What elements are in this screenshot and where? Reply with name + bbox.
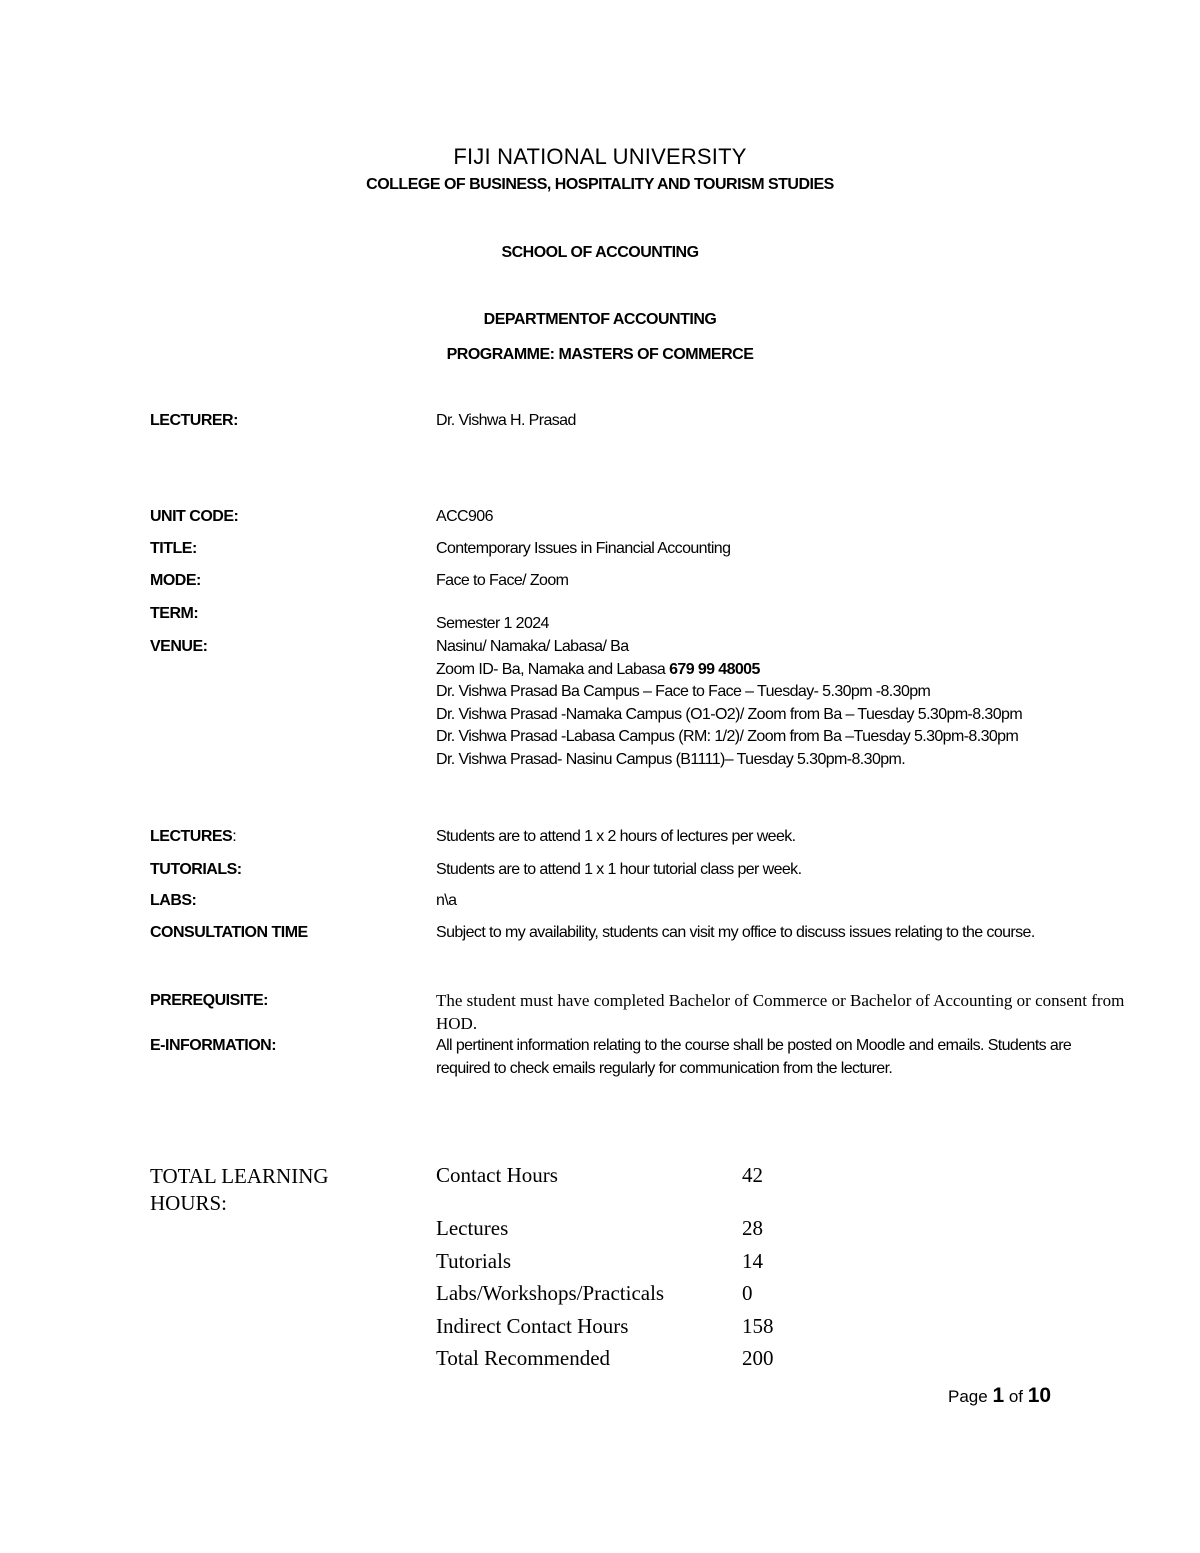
learning-hours-row-name: Contact Hours [436,1163,558,1187]
einformation-label: E-INFORMATION: [150,1037,277,1054]
mode-label: MODE: [150,572,201,589]
learning-hours-row-tutorials [436,1249,763,1274]
mode-value: Face to Face/ Zoom [436,572,569,589]
learning-hours-row-value: 200 [742,1346,774,1370]
prerequisite-label: PREREQUISITE: [150,992,268,1009]
lectures-label-colon: : [232,828,237,845]
venue-nasinu: Dr. Vishwa Prasad- Nasinu Campus (B1111)– Tuesday 5.30pm-8.30pm. [436,750,906,768]
lectures-value: Students are to attend 1 x 2 hours of lectures per week. [436,828,796,845]
venue-label: VENUE: [150,638,208,655]
term-label: TERM: [150,605,199,622]
unit-code-value: ACC906 [436,508,493,525]
venue-zoom [436,659,1022,682]
page-total: 10 [1027,1384,1052,1407]
college-name: COLLEGE OF BUSINESS, HOSPITALITY AND TOURISM STUDIES [366,176,834,193]
venue-zoom-prefix: Zoom ID- Ba, Namaka and Labasa [436,660,670,678]
learning-hours-row-name: Lectures [436,1216,509,1240]
learning-hours-row-name: Indirect Contact Hours [436,1314,629,1338]
lectures-label [150,828,236,846]
page-word: Page [948,1387,993,1406]
title-value: Contemporary Issues in Financial Accounting [436,540,731,557]
learning-hours-row-value: 42 [742,1163,763,1187]
term-value: Semester 1 2024 [436,615,549,632]
learning-hours-row-indirect [436,1314,774,1339]
venue-ba: Dr. Vishwa Prasad Ba Campus – Face to Face – Tuesday- 5.30pm -8.30pm [436,683,931,700]
unit-code-label: UNIT CODE: [150,508,239,525]
lecturer-label: LECTURER: [150,412,238,429]
tutorials-value: Students are to attend 1 x 1 hour tutorial class per week. [436,861,802,878]
learning-hours-row-name: Total Recommended [436,1346,611,1370]
learning-hours-row-value: 14 [742,1249,763,1273]
einformation-value: All pertinent information relating to the course shall be posted on Moodle and emails. Students are required to check emails regularly for communication from the lecturer. [436,1037,1072,1077]
learning-hours-row-name: Labs/Workshops/Practicals [436,1281,665,1305]
page-number [948,1384,1051,1408]
tutorials-label: TUTORIALS: [150,861,242,878]
university-name: FIJI NATIONAL UNIVERSITY [453,144,747,169]
venue-namaka: Dr. Vishwa Prasad -Namaka Campus (O1-O2)/ Zoom from Ba – Tuesday 5.30pm-8.30pm [436,705,1023,723]
school-name: SCHOOL OF ACCOUNTING [501,244,699,261]
labs-label: LABS: [150,892,197,909]
department-name: DEPARTMENTOF ACCOUNTING [483,311,717,328]
learning-hours-row-contact [436,1163,763,1188]
lecturer-value: Dr. Vishwa H. Prasad [436,412,576,429]
programme-name: PROGRAMME: MASTERS OF COMMERCE [446,346,754,363]
labs-value: n\a [436,892,457,909]
consultation-value: Subject to my availability, students can visit my office to discuss issues relating to the course. [436,924,1035,941]
venue-zoom-id: 679 99 48005 [669,660,760,678]
learning-hours-label: TOTAL LEARNING HOURS: [150,1164,329,1215]
page-current: 1 [992,1384,1005,1407]
learning-hours-row-value: 158 [742,1314,774,1338]
venue-campuses: Nasinu/ Namaka/ Labasa/ Ba [436,638,629,655]
learning-hours-row-total [436,1346,774,1371]
venue-value [436,636,1022,771]
learning-hours-row-value: 28 [742,1216,763,1240]
learning-hours-row-labs [436,1281,753,1306]
venue-labasa: Dr. Vishwa Prasad -Labasa Campus (RM: 1/2)/ Zoom from Ba –Tuesday 5.30pm-8.30pm [436,728,1019,745]
learning-hours-row-lectures [436,1216,763,1241]
consultation-label: CONSULTATION TIME [150,924,308,941]
learning-hours-row-name: Tutorials [436,1249,512,1273]
lectures-label-text: LECTURES [150,828,233,845]
prerequisite-value: The student must have completed Bachelor of Commerce or Bachelor of Accounting or consent from HOD. [436,991,1125,1033]
page-of-word: of [1004,1387,1028,1406]
title-label: TITLE: [150,540,197,557]
learning-hours-row-value: 0 [742,1281,753,1305]
